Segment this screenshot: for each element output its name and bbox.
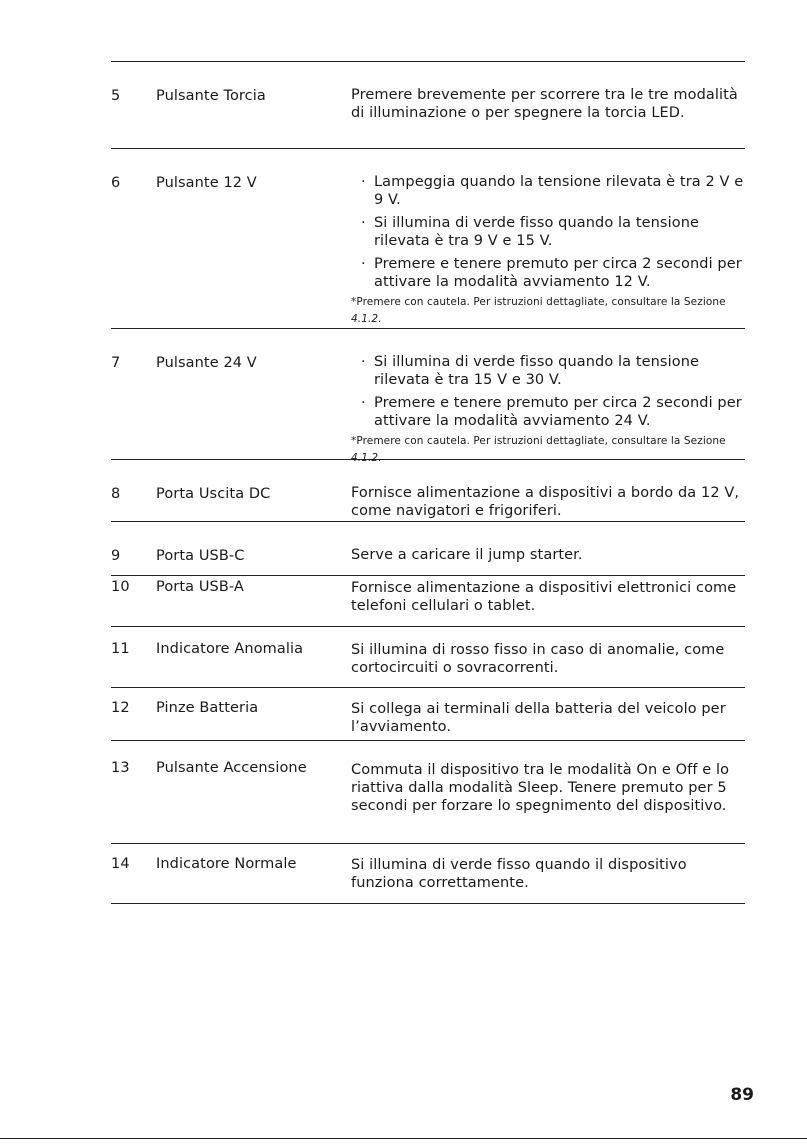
item-number: 14 bbox=[111, 856, 130, 872]
item-number: 8 bbox=[111, 486, 121, 502]
item-description bbox=[351, 484, 746, 520]
section-reference: 4.1.2. bbox=[351, 313, 382, 325]
caution-note-text: *Premere con cautela. Per istruzioni dettagliate, consultare la Sezione bbox=[351, 296, 726, 308]
bullet-list bbox=[351, 173, 746, 291]
description-text: Fornisce alimentazione a dispositivi elettronici come telefoni cellulari o tablet. bbox=[351, 580, 737, 614]
table-row bbox=[111, 149, 745, 329]
description-text: Premere brevemente per scorrere tra le tre modalità di illuminazione o per spegnere la torcia LED. bbox=[351, 87, 738, 121]
table-row bbox=[111, 522, 745, 576]
item-description bbox=[351, 546, 746, 564]
item-name: Porta USB-C bbox=[156, 548, 245, 564]
bullet-list bbox=[351, 353, 746, 430]
list-item-text: Premere e tenere premuto per circa 2 secondi per attivare la modalità avviamento 24 V. bbox=[374, 395, 742, 429]
list-item bbox=[351, 214, 746, 250]
item-name: Pulsante Torcia bbox=[156, 88, 266, 104]
description-text: Commuta il dispositivo tra le modalità On e Off e lo riattiva dalla modalità Sleep. Tenere premuto per 5 secondi per forzare lo spegnimento del dispositivo. bbox=[351, 762, 730, 814]
list-item bbox=[351, 255, 746, 291]
table-row bbox=[111, 329, 745, 464]
list-item bbox=[351, 353, 746, 389]
item-number: 11 bbox=[111, 641, 130, 657]
item-name: Indicatore Normale bbox=[156, 856, 297, 872]
item-name: Pulsante Accensione bbox=[156, 760, 307, 776]
page-number: 89 bbox=[730, 1085, 754, 1105]
item-number: 10 bbox=[111, 579, 130, 595]
list-item-text: Premere e tenere premuto per circa 2 secondi per attivare la modalità avviamento 12 V. bbox=[374, 256, 742, 290]
item-name: Porta USB-A bbox=[156, 579, 244, 595]
item-description bbox=[351, 641, 746, 677]
table-row bbox=[111, 460, 745, 522]
caution-note bbox=[351, 294, 746, 328]
item-name: Indicatore Anomalia bbox=[156, 641, 304, 657]
item-number: 6 bbox=[111, 175, 121, 191]
item-description bbox=[351, 579, 746, 615]
item-number: 9 bbox=[111, 548, 121, 564]
table-row bbox=[111, 741, 745, 844]
item-number: 5 bbox=[111, 88, 121, 104]
list-item-text: Si illumina di verde fisso quando la tensione rilevata è tra 15 V e 30 V. bbox=[374, 354, 700, 388]
item-number: 7 bbox=[111, 355, 121, 371]
item-name: Pinze Batteria bbox=[156, 700, 259, 716]
table-row bbox=[111, 62, 745, 149]
bullet-glyph: · bbox=[361, 215, 366, 231]
item-description bbox=[351, 761, 746, 815]
item-description bbox=[351, 173, 746, 328]
list-item bbox=[351, 394, 746, 430]
item-description bbox=[351, 700, 746, 736]
description-text: Serve a caricare il jump starter. bbox=[351, 547, 583, 563]
item-description bbox=[351, 86, 746, 122]
list-item-text: Si illumina di verde fisso quando la tensione rilevata è tra 9 V e 15 V. bbox=[374, 215, 700, 249]
list-item-text: Lampeggia quando la tensione rilevata è tra 2 V e 9 V. bbox=[374, 174, 744, 208]
bullet-glyph: · bbox=[361, 395, 366, 411]
item-description bbox=[351, 353, 746, 467]
description-text: Fornisce alimentazione a dispositivi a bordo da 12 V, come navigatori e frigoriferi. bbox=[351, 485, 740, 519]
table-row bbox=[111, 627, 745, 688]
section-reference: 4.1.2. bbox=[351, 452, 382, 464]
bullet-glyph: · bbox=[361, 174, 366, 190]
item-name: Pulsante 24 V bbox=[156, 355, 257, 371]
table-row bbox=[111, 688, 745, 741]
description-text: Si illumina di verde fisso quando il dispositivo funziona correttamente. bbox=[351, 857, 687, 891]
bullet-glyph: · bbox=[361, 256, 366, 272]
caution-note-text: *Premere con cautela. Per istruzioni dettagliate, consultare la Sezione bbox=[351, 435, 726, 447]
bottom-rule bbox=[0, 1138, 807, 1139]
item-number: 12 bbox=[111, 700, 130, 716]
description-text: Si collega ai terminali della batteria del veicolo per l’avviamento. bbox=[351, 701, 726, 735]
list-item bbox=[351, 173, 746, 209]
table-row bbox=[111, 576, 745, 627]
item-description bbox=[351, 856, 746, 892]
spec-table bbox=[111, 61, 745, 904]
item-name: Pulsante 12 V bbox=[156, 175, 257, 191]
table-row bbox=[111, 844, 745, 904]
bullet-glyph: · bbox=[361, 354, 366, 370]
item-name: Porta Uscita DC bbox=[156, 486, 271, 502]
description-text: Si illumina di rosso fisso in caso di anomalie, come cortocircuiti o sovracorrenti. bbox=[351, 642, 725, 676]
item-number: 13 bbox=[111, 760, 130, 776]
